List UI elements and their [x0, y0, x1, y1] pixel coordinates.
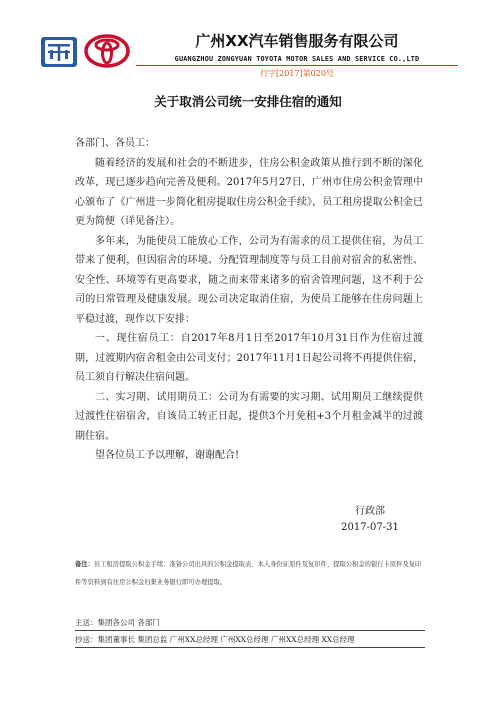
company-name-en: GUANGZHOU ZONGYUAN TOYOTA MOTOR SALES AND SERVICE CO.,LTD	[174, 55, 420, 63]
toyota-logo-icon	[84, 34, 130, 68]
signature-dept: 行政部	[355, 506, 385, 517]
to-recipients: 集团各公司 各部门	[97, 618, 160, 627]
paragraph-item-2: 二、实习期、试用期员工：公司为有需要的实习期、试用期员工继续提供过渡性住宿宿舍，自该员工转正日起，提供3个月免租+3个月租金减半的过渡期住宿。	[75, 391, 423, 442]
company-name-cn: 广州XX汽车销售服务有限公司	[195, 32, 399, 50]
footnote	[75, 556, 423, 592]
letterhead	[40, 30, 458, 80]
document-number: 行字[2017]第020号	[260, 69, 334, 78]
distribution-block	[75, 616, 425, 648]
faw-logo-icon	[40, 36, 78, 68]
cc-label: 抄送：	[75, 635, 98, 644]
to-label: 主送：	[75, 618, 98, 627]
note-label: 备注：	[75, 561, 94, 568]
cc-list: 集团董事长 集团总监 广州XX总经理 广州XX总经理 广州XX总经理 XX总经理	[97, 635, 355, 644]
main-recipients	[75, 616, 425, 631]
note-text: 员工租房提取公积金手续：准备公司出具的公积金提取表、本人身份证原件及复印件、提取公积金的银行卡原件及复印件等资料到有住房公积金归集业务银行即可办理提取。	[75, 561, 422, 586]
paragraph-intro: 随着经济的发展和社会的不断进步，住房公积金政策从推行到不断的深化改革，现已逐步趋向完善及便利。2017年5月27日，广州市住房公积金管理中心颁布了《广州进一步简化租房提取住房公积金手续》，员工租房提取公积金已更为简便（详见备注）。	[75, 157, 423, 227]
paragraph-background: 多年来，为能使员工能放心工作，公司为有需求的员工提供住宿，为员工带来了便利，但因宿舍的环境、分配管理制度等与员工目前对宿舍的私密性、安全性、环境等有更高要求，随之而来带来诸多的宿舍管理问题，这不利于公司的日常管理及健康发展。现公司决定取消住宿，为使员工能够在住房问题上平稳过渡，现作以下安排：	[75, 235, 423, 325]
notice-title: 关于取消公司统一安排住宿的通知	[154, 94, 342, 109]
paragraph-item-1: 一、现住宿员工：自2017年8月1日至2017年10月31日作为住宿过渡期，过渡期内宿舍租金由公司支付；2017年11月1日起公司将不再提供住宿，员工须自行解决住宿问题。	[75, 333, 423, 383]
signature-date: 2017-07-31	[341, 522, 399, 533]
paragraph-closing: 望各位员工予以理解，谢谢配合!	[95, 450, 240, 461]
cc-recipients	[75, 633, 425, 648]
salutation: 各部门、各员工：	[75, 138, 155, 149]
header-rule	[136, 65, 458, 66]
notice-body	[75, 134, 423, 466]
